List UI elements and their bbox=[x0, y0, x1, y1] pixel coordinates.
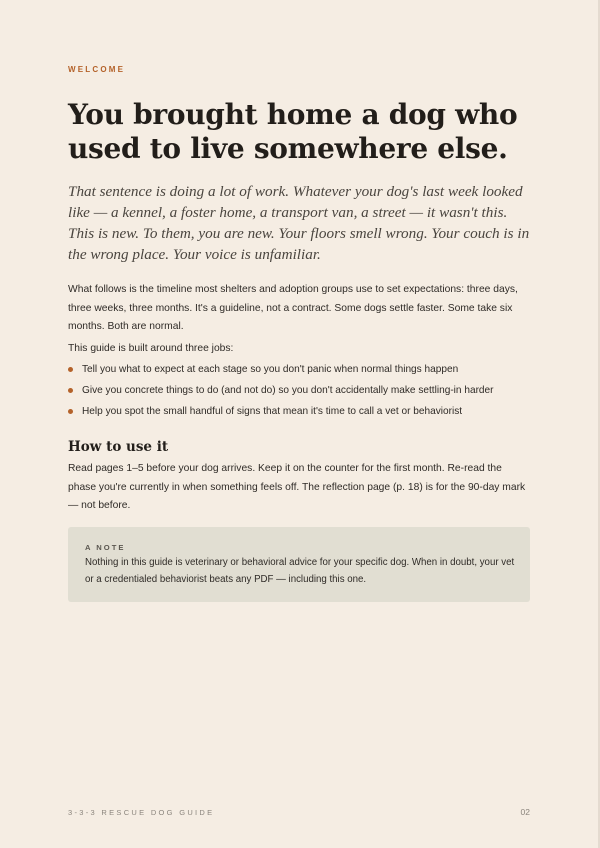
page-number: 02 bbox=[520, 807, 530, 817]
list-item bbox=[68, 361, 531, 382]
list-item-text: Give you concrete things to do (and not do) so you don't accidentally make settling-in harder bbox=[82, 385, 494, 396]
bullet-icon bbox=[68, 388, 73, 393]
list-item bbox=[68, 403, 531, 424]
bullet-icon bbox=[68, 409, 73, 414]
note-callout bbox=[68, 527, 530, 602]
list-item-text: Tell you what to expect at each stage so you don't panic when normal things happen bbox=[82, 364, 459, 375]
how-to-use-heading: How to use it bbox=[68, 439, 169, 455]
page-title: You brought home a dog who used to live somewhere else. bbox=[68, 98, 518, 165]
how-to-use-paragraph: Read pages 1–5 before your dog arrives. Keep it on the counter for the first month. Re-read the phase you're currently in when something feels off. The reflection page (p. 18) is for the 90-day mark — not before. bbox=[68, 463, 526, 511]
lede-paragraph: That sentence is doing a lot of work. Whatever your dog's last week looked like — a kennel, a foster home, a transport van, a street — it wasn't this. This is new. To them, you are new. Your floors smell wrong. Your couch is in the wrong place. Your voice is unfamiliar. bbox=[68, 183, 530, 263]
intro-paragraph: What follows is the timeline most shelters and adoption groups use to set expectations: three days, three weeks, three months. It's a guideline, not a contract. Some dogs settle faster. Some take six months. Both are normal. bbox=[68, 284, 518, 332]
footer-guide-name: 3-3-3 RESCUE DOG GUIDE bbox=[68, 808, 215, 817]
list-item-text: Help you spot the small handful of signs that mean it's time to call a vet or behaviorist bbox=[82, 406, 463, 417]
note-text: Nothing in this guide is veterinary or behavioral advice for your specific dog. When in doubt, your vet or a credentialed behaviorist beats any PDF — including this one. bbox=[85, 557, 515, 585]
list-item bbox=[68, 382, 531, 403]
bullet-icon bbox=[68, 367, 73, 372]
jobs-intro: This guide is built around three jobs: bbox=[68, 343, 234, 354]
note-label: A NOTE bbox=[85, 543, 126, 552]
section-eyebrow: WELCOME bbox=[68, 65, 126, 74]
jobs-list bbox=[68, 361, 531, 424]
